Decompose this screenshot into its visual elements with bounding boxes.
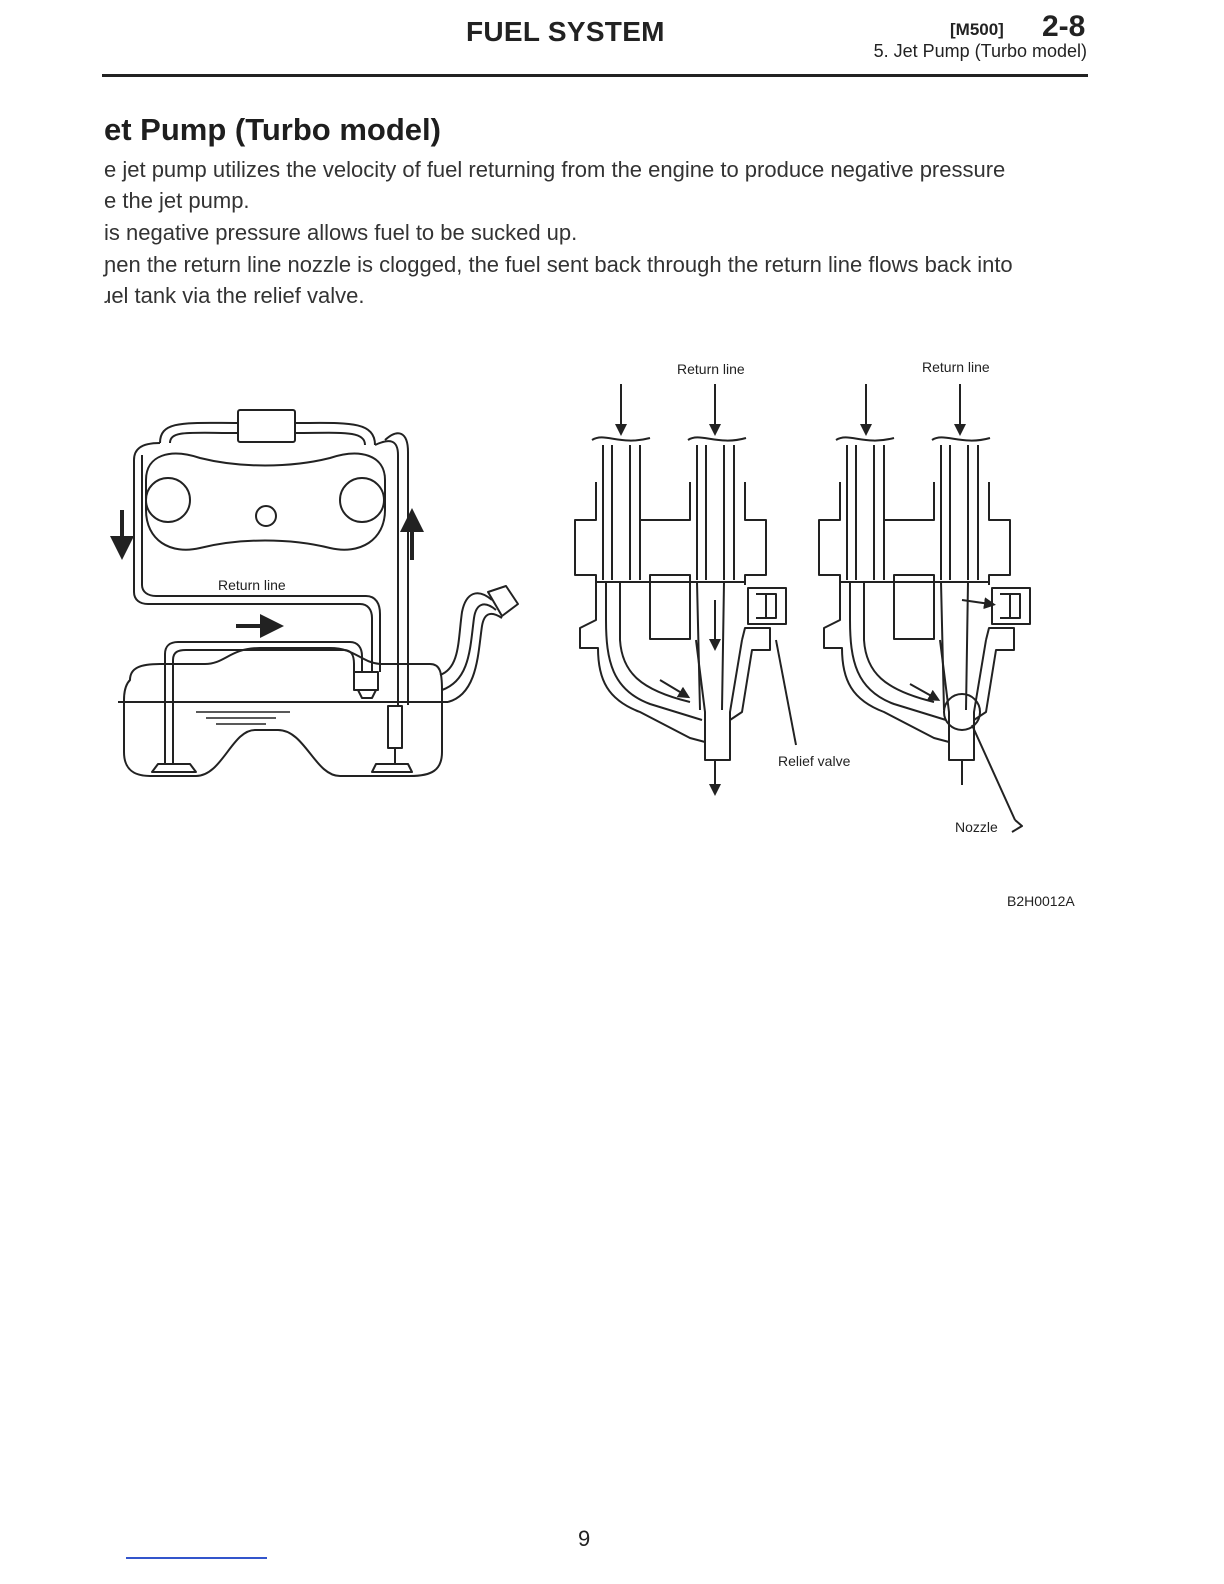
jet-pump-left-return-line-label: Return line xyxy=(677,361,745,377)
flow-arrows-jet-pump-normal xyxy=(621,384,715,790)
paragraph-line: e the jet pump. xyxy=(104,188,250,213)
jet-pump-right-return-line-label: Return line xyxy=(922,359,990,375)
section-title: et Pump (Turbo model) xyxy=(104,112,441,147)
relief-valve-label: Relief valve xyxy=(778,753,851,769)
page-number: 9 xyxy=(578,1526,591,1551)
paragraph-line: is negative pressure allows fuel to be sucked up. xyxy=(104,220,578,245)
paragraph-line: ɲen the return line nozzle is clogged, the fuel sent back through the return line flows back into xyxy=(104,252,1013,277)
paragraph-line: e jet pump utilizes the velocity of fuel returning from the engine to produce negative pressure xyxy=(104,157,1006,182)
nozzle-label: Nozzle xyxy=(955,819,998,835)
footer-underline xyxy=(126,1557,267,1559)
jet-pump-normal-illustration xyxy=(575,437,796,760)
fuel-tank-illustration xyxy=(118,410,518,776)
header-subtitle: 5. Jet Pump (Turbo model) xyxy=(873,41,1087,61)
jet-pump-clogged-illustration xyxy=(819,437,1030,832)
tank-return-line-label: Return line xyxy=(218,577,286,593)
header-page-ref: 2-8 xyxy=(1042,10,1086,43)
header-code: [M500] xyxy=(950,20,1004,39)
figure-code: B2H0012A xyxy=(1007,893,1075,909)
header-title: FUEL SYSTEM xyxy=(466,16,665,47)
paragraph-line: ɹel tank via the relief valve. xyxy=(104,283,365,308)
